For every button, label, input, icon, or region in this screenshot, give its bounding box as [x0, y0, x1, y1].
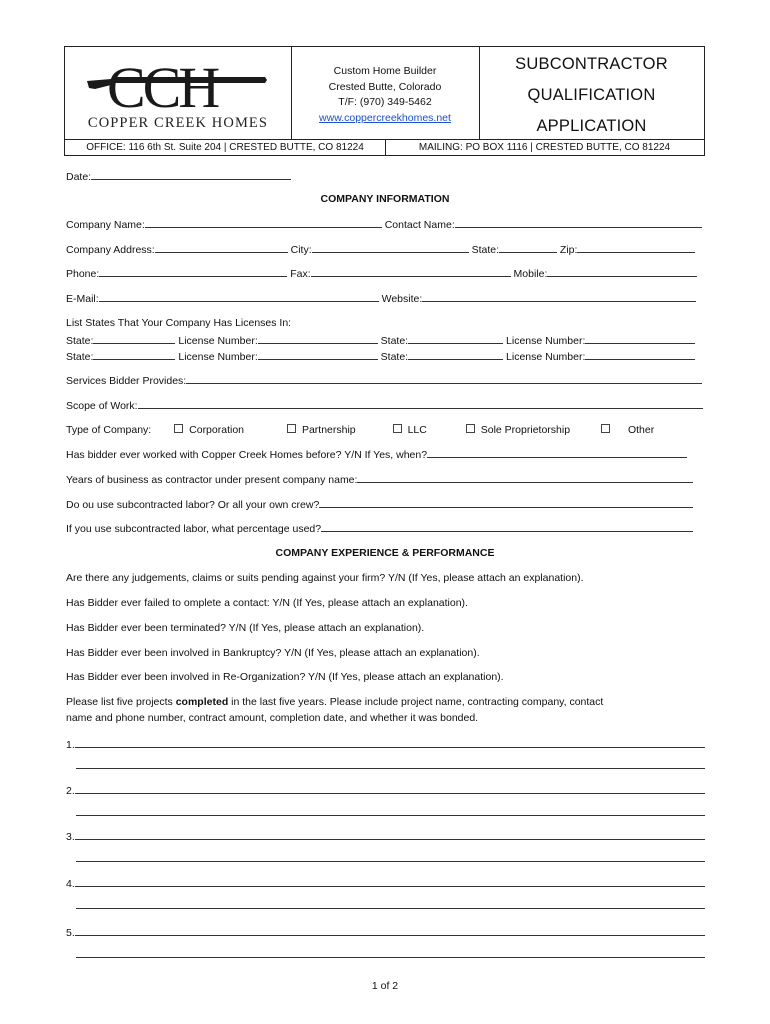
phone-label: Phone:	[66, 268, 100, 280]
company-type-option[interactable]: Other	[601, 424, 654, 437]
subcontracted-labor-field[interactable]	[319, 498, 693, 508]
checkbox-icon[interactable]	[287, 424, 296, 433]
license-state-label: State:	[380, 335, 409, 347]
project-field[interactable]	[75, 830, 705, 840]
title-line-1: SUBCONTRACTOR	[515, 55, 668, 73]
company-type-option[interactable]: Corporation	[174, 424, 244, 437]
email-row	[66, 292, 696, 306]
logo-cell	[65, 47, 292, 139]
projects-intro: Please list five projects completed in the last five years. Please include project name, contracting company, contact	[66, 696, 604, 708]
scope-row	[66, 399, 703, 413]
form-title	[479, 47, 704, 139]
question-failed: Has Bidder ever failed to omplete a contact: Y/N (If Yes, please attach an explanation).	[66, 597, 468, 609]
company-type-row	[66, 424, 654, 437]
project-continuation-line[interactable]	[76, 908, 705, 909]
address-block	[291, 47, 480, 139]
state-label: State:	[471, 244, 499, 256]
checkbox-icon[interactable]	[466, 424, 475, 433]
license-state-field[interactable]	[408, 350, 503, 360]
checkbox-icon[interactable]	[601, 424, 610, 433]
company-info-heading: COMPANY INFORMATION	[320, 193, 450, 205]
date-field[interactable]	[91, 170, 291, 180]
tagline: Custom Home Builder	[333, 65, 437, 77]
license-state-label: State:	[66, 335, 94, 347]
state-field[interactable]	[499, 243, 557, 253]
fax-label: Fax:	[290, 268, 311, 280]
license-number-field[interactable]	[585, 334, 695, 344]
services-field[interactable]	[186, 374, 702, 384]
company-type-option[interactable]: LLC	[393, 424, 427, 437]
company-name-row	[66, 218, 702, 232]
email-label: E-Mail:	[66, 293, 99, 305]
license-state-field[interactable]	[93, 350, 175, 360]
license-number-label: License Number:	[178, 351, 258, 363]
subcontracted-pct-field[interactable]	[321, 522, 693, 532]
company-logo-name: COPPER CREEK HOMES	[87, 115, 269, 131]
svg-text:CCH: CCH	[107, 55, 218, 115]
subcontracted-pct-row	[66, 522, 693, 536]
years-business-row	[66, 473, 693, 487]
address-row	[65, 139, 704, 156]
website-link[interactable]: www.coppercreekhomes.net	[319, 111, 451, 124]
title-line-2: QUALIFICATION	[527, 86, 656, 104]
title-line-3: APPLICATION	[536, 117, 647, 135]
projects-intro-2: name and phone number, contract amount, completion date, and whether it was bonded.	[66, 712, 479, 724]
phone-line: T/F: (970) 349-5462	[338, 96, 432, 108]
letterhead	[64, 46, 705, 156]
mobile-label: Mobile:	[513, 268, 548, 280]
company-address-row	[66, 243, 695, 257]
company-name-field[interactable]	[145, 218, 382, 228]
company-name-label: Company Name:	[66, 219, 145, 231]
website-field[interactable]	[422, 292, 696, 302]
project-continuation-line[interactable]	[76, 861, 705, 862]
services-row	[66, 374, 702, 388]
company-type-option[interactable]: Partnership	[287, 424, 356, 437]
licenses-intro: List States That Your Company Has Licenses In:	[66, 317, 292, 329]
scope-label: Scope of Work:	[66, 400, 138, 412]
license-row-2	[66, 350, 695, 364]
experience-heading: COMPANY EXPERIENCE & PERFORMANCE	[275, 547, 495, 559]
license-number-label: License Number:	[506, 335, 586, 347]
website-label: Website:	[381, 293, 423, 305]
company-type-option[interactable]: Sole Proprietorship	[466, 424, 570, 437]
date-label: Date:	[66, 171, 92, 183]
project-row: 3.	[66, 830, 705, 844]
project-field[interactable]	[75, 738, 705, 748]
project-continuation-line[interactable]	[76, 815, 705, 816]
city-line: Crested Butte, Colorado	[328, 80, 442, 93]
zip-label: Zip:	[559, 244, 578, 256]
company-address-label: Company Address:	[66, 244, 155, 256]
license-number-field[interactable]	[258, 334, 378, 344]
project-row: 5.	[66, 926, 705, 940]
license-row-1	[66, 334, 695, 348]
license-state-field[interactable]	[408, 334, 503, 344]
contact-name-label: Contact Name:	[384, 219, 455, 231]
license-state-label: State:	[66, 351, 94, 363]
contact-name-field[interactable]	[455, 218, 702, 228]
question-judgements: Are there any judgements, claims or suits pending against your firm? Y/N (If Yes, please attach an explanation).	[66, 572, 584, 584]
license-number-label: License Number:	[178, 335, 258, 347]
subcontracted-labor-row	[66, 498, 693, 512]
question-reorganization: Has Bidder ever been involved in Re-Organization? Y/N (If Yes, please attach an explanation).	[66, 671, 504, 683]
license-number-label: License Number:	[506, 351, 586, 363]
license-state-field[interactable]	[93, 334, 175, 344]
worked-before-label: Has bidder ever worked with Copper Creek Homes before? Y/N If Yes, when?	[66, 449, 428, 461]
worked-before-row	[66, 448, 687, 462]
license-number-field[interactable]	[258, 350, 378, 360]
years-business-label: Years of business as contractor under present company name:	[66, 474, 358, 486]
mailing-address: MAILING: PO BOX 1116 | CRESTED BUTTE, CO 81224	[418, 142, 671, 153]
question-terminated: Has Bidder ever been terminated? Y/N (If Yes, please attach an explanation).	[66, 622, 425, 634]
project-field[interactable]	[75, 926, 705, 936]
page-number: 1 of 2	[371, 980, 399, 992]
email-field[interactable]	[99, 292, 379, 302]
subcontracted-pct-label: If you use subcontracted labor, what percentage used?	[66, 523, 322, 535]
city-label: City:	[290, 244, 312, 256]
mobile-field[interactable]	[547, 267, 697, 277]
project-continuation-line[interactable]	[76, 768, 705, 769]
phone-row	[66, 267, 697, 281]
fax-field[interactable]	[311, 267, 511, 277]
license-state-label: State:	[380, 351, 409, 363]
worked-before-field[interactable]	[427, 448, 687, 458]
question-bankruptcy: Has Bidder ever been involved in Bankruptcy? Y/N (If Yes, please attach an explanation).	[66, 647, 480, 659]
project-field[interactable]	[75, 784, 705, 794]
company-address-field[interactable]	[155, 243, 288, 253]
project-row: 4.	[66, 877, 705, 891]
phone-field[interactable]	[99, 267, 287, 277]
project-continuation-line[interactable]	[76, 957, 705, 958]
scope-field[interactable]	[138, 399, 703, 409]
zip-field[interactable]	[577, 243, 695, 253]
project-row: 2.	[66, 784, 705, 798]
city-field[interactable]	[312, 243, 469, 253]
license-number-field[interactable]	[585, 350, 695, 360]
services-label: Services Bidder Provides:	[66, 375, 187, 387]
years-business-field[interactable]	[357, 473, 693, 483]
subcontracted-labor-label: Do ou use subcontracted labor? Or all your own crew?	[66, 499, 320, 511]
date-row	[66, 170, 291, 184]
office-address: OFFICE: 116 6th St. Suite 204 | CRESTED BUTTE, CO 81224	[65, 140, 386, 156]
company-type-label: Type of Company:	[66, 424, 152, 436]
checkbox-icon[interactable]	[174, 424, 183, 433]
cch-logo-icon	[85, 55, 275, 115]
checkbox-icon[interactable]	[393, 424, 402, 433]
project-field[interactable]	[75, 877, 705, 887]
project-row: 1.	[66, 738, 705, 752]
